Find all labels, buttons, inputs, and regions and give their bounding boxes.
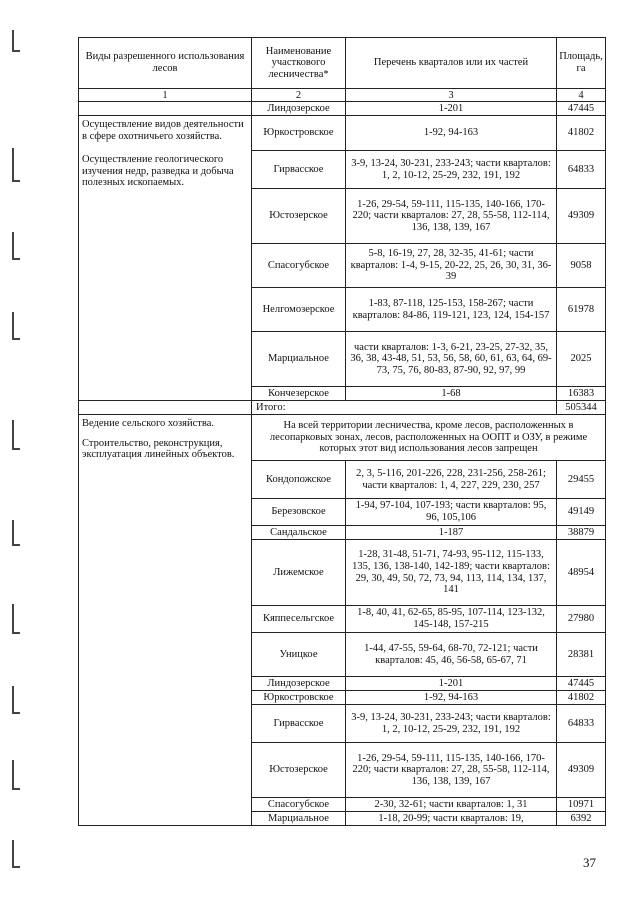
area-value: 10971 [557, 798, 606, 812]
quarters-list: 1-201 [346, 102, 557, 116]
header-row [79, 38, 606, 89]
quarters-list: 1-94, 97-104, 107-193; части кварталов: 95, 96, 105,106 [346, 499, 557, 526]
area-value: 16383 [557, 387, 606, 401]
area-value: 27980 [557, 606, 606, 633]
area-value: 29455 [557, 461, 606, 499]
empty-cell [79, 401, 252, 415]
area-value: 48954 [557, 540, 606, 606]
area-value: 2025 [557, 332, 606, 387]
quarters-list: 1-68 [346, 387, 557, 401]
table-row [79, 116, 606, 151]
forestry-name: Сандальское [252, 526, 346, 540]
column-number: 2 [252, 89, 346, 102]
forestry-name: Кондопожское [252, 461, 346, 499]
area-value: 9058 [557, 244, 606, 288]
area-value: 28381 [557, 633, 606, 677]
territory-note: На всей территории лесничества, кроме лесов, расположенных в лесопарковых зонах, лесов, расположенных на ООПТ и ОЗУ, в режиме которых этот вид использования лесов запрещен [252, 415, 606, 461]
use-type-group-2 [79, 415, 252, 826]
quarters-list: 1-8, 40, 41, 62-65, 85-95, 107-114, 123-132, 145-148, 157-215 [346, 606, 557, 633]
area-value: 38879 [557, 526, 606, 540]
quarters-list: 2-30, 32-61; части кварталов: 1, 31 [346, 798, 557, 812]
header-use-type: Виды разрешенного использования лесов [79, 38, 252, 89]
quarters-list: 3-9, 13-24, 30-231, 233-243; части кварталов: 1, 2, 10-12, 25-29, 232, 191, 192 [346, 705, 557, 743]
quarters-list: 1-26, 29-54, 59-111, 115-135, 140-166, 170-220; части кварталов: 27, 28, 55-58, 112-114, 136, 138, 139, 167 [346, 743, 557, 798]
column-number: 1 [79, 89, 252, 102]
area-value: 6392 [557, 812, 606, 826]
use-type-text: Строительство, реконструкция, эксплуатация линейных объектов. [82, 437, 235, 461]
forestry-name: Линдозерское [252, 102, 346, 116]
forestry-name: Юстозерское [252, 189, 346, 244]
forestry-name: Марциальное [252, 332, 346, 387]
quarters-list: 1-201 [346, 677, 557, 691]
quarters-list: 1-92, 94-163 [346, 691, 557, 705]
forestry-name: Спасогубское [252, 798, 346, 812]
area-value: 41802 [557, 116, 606, 151]
area-value: 64833 [557, 151, 606, 189]
forestry-name: Марциальное [252, 812, 346, 826]
area-value: 64833 [557, 705, 606, 743]
area-value: 61978 [557, 288, 606, 332]
quarters-list: 1-187 [346, 526, 557, 540]
quarters-list: 3-9, 13-24, 30-231, 233-243; части кварталов: 1, 2, 10-12, 25-29, 232, 191, 192 [346, 151, 557, 189]
forest-use-table [78, 37, 606, 826]
empty-cell [79, 102, 252, 116]
forestry-name: Уницкое [252, 633, 346, 677]
use-type-group-1 [79, 116, 252, 401]
area-value: 47445 [557, 102, 606, 116]
area-value: 47445 [557, 677, 606, 691]
forestry-name: Юркостровское [252, 691, 346, 705]
header-area: Площадь, га [557, 38, 606, 89]
forestry-name: Юркостровское [252, 116, 346, 151]
forestry-name: Нелгомозерское [252, 288, 346, 332]
area-value: 49149 [557, 499, 606, 526]
column-number: 3 [346, 89, 557, 102]
use-type-text: Ведение сельского хозяйства. [82, 418, 214, 429]
quarters-list: части кварталов: 1-3, 6-21, 23-25, 27-32, 35, 36, 38, 43-48, 51, 53, 56, 58, 60, 61, 63, 64, 69-73, 75, 76, 80-83, 87-90, 92, 97, 99 [346, 332, 557, 387]
area-value: 49309 [557, 189, 606, 244]
forestry-name: Березовское [252, 499, 346, 526]
forestry-name: Кончезерское [252, 387, 346, 401]
table-row [79, 415, 606, 461]
quarters-list: 1-18, 20-99; части кварталов: 19, [346, 812, 557, 826]
table-row [79, 102, 606, 116]
area-value: 49309 [557, 743, 606, 798]
header-quarters-list: Перечень кварталов или их частей [346, 38, 557, 89]
forestry-name: Гирвасское [252, 151, 346, 189]
use-type-text: Осуществление геологического изучения недр, разведка и добыча полезных ископаемых. [82, 154, 234, 189]
total-area: 505344 [557, 401, 606, 415]
quarters-list: 1-26, 29-54, 59-111, 115-135, 140-166, 170-220; части кварталов: 27, 28, 55-58, 112-114, 136, 138, 139, 167 [346, 189, 557, 244]
page-number: 37 [583, 855, 596, 870]
header-forestry-name: Наименование участкового лесничества* [252, 38, 346, 89]
forestry-name: Гирвасское [252, 705, 346, 743]
forestry-name: Линдозерское [252, 677, 346, 691]
forestry-name: Кяппесельгское [252, 606, 346, 633]
quarters-list: 1-44, 47-55, 59-64, 68-70, 72-121; части кварталов: 45, 46, 56-58, 65-67, 71 [346, 633, 557, 677]
area-value: 41802 [557, 691, 606, 705]
total-row [79, 401, 606, 415]
quarters-list: 1-92, 94-163 [346, 116, 557, 151]
total-label: Итого: [252, 401, 557, 415]
quarters-list: 1-83, 87-118, 125-153, 158-267; части кварталов: 84-86, 119-121, 123, 124, 154-157 [346, 288, 557, 332]
quarters-list: 2, 3, 5-116, 201-226, 228, 231-256, 258-261; части кварталов: 1, 4, 227, 229, 230, 257 [346, 461, 557, 499]
forestry-name: Юстозерское [252, 743, 346, 798]
use-type-text: Осуществление видов деятельности в сфере охотничьего хозяйства. [82, 119, 244, 142]
column-number-row [79, 89, 606, 102]
quarters-list: 5-8, 16-19, 27, 28, 32-35, 41-61; части кварталов: 1-4, 9-15, 20-22, 25, 26, 30, 31, 36-39 [346, 244, 557, 288]
quarters-list: 1-28, 31-48, 51-71, 74-93, 95-112, 115-133, 135, 136, 138-140, 142-189; части кварталов: 29, 30, 49, 50, 72, 73, 94, 113, 114, 134, 137, 141 [346, 540, 557, 606]
forestry-name: Спасогубское [252, 244, 346, 288]
column-number: 4 [557, 89, 606, 102]
forestry-name: Лижемское [252, 540, 346, 606]
